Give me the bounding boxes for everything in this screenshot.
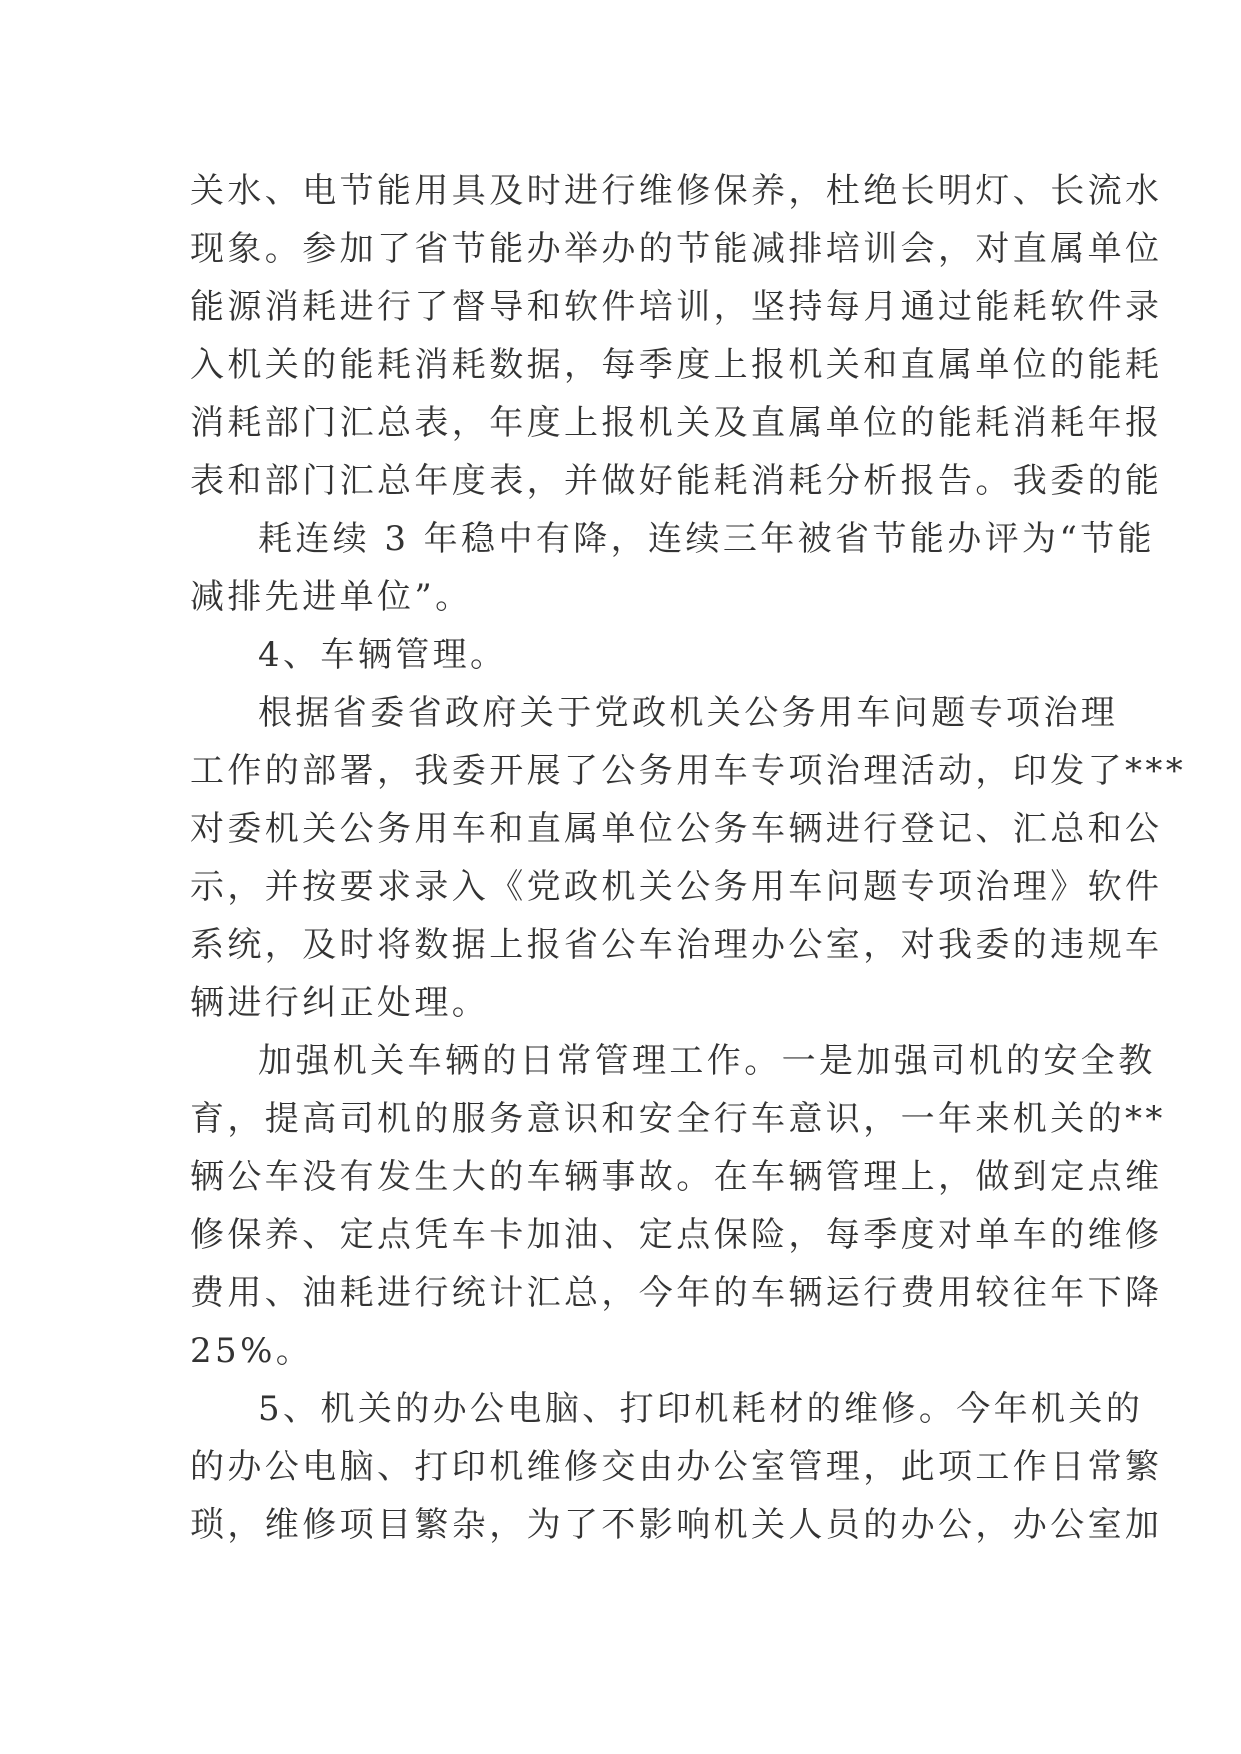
text-line: 25%。 (190, 1331, 314, 1371)
text-line: 琐，维修项目繁杂，为了不影响机关人员的办公，办公室加 (190, 1505, 1163, 1545)
text-line: 示，并按要求录入《党政机关公务用车问题专项治理》软件 (190, 867, 1163, 907)
text-line: 现象。参加了省节能办举办的节能减排培训会，对直属单位 (190, 229, 1163, 269)
text-line: 入机关的能耗消耗数据，每季度上报机关和直属单位的能耗 (190, 345, 1163, 385)
text-line: 育，提高司机的服务意识和安全行车意识，一年来机关的** (190, 1099, 1166, 1139)
text-line: 系统，及时将数据上报省公车治理办公室，对我委的违规车 (190, 925, 1163, 965)
text-line: 费用、油耗进行统计汇总，今年的车辆运行费用较往年下降 (190, 1273, 1163, 1313)
text-line: 修保养、定点凭车卡加油、定点保险，每季度对单车的维修 (190, 1215, 1163, 1255)
text-line: 根据省委省政府关于党政机关公务用车问题专项治理 (258, 693, 1119, 733)
text-line: 辆公车没有发生大的车辆事故。在车辆管理上，做到定点维 (190, 1157, 1163, 1197)
text-line: 能源消耗进行了督导和软件培训，坚持每月通过能耗软件录 (190, 287, 1163, 327)
text-line: 对委机关公务用车和直属单位公务车辆进行登记、汇总和公 (190, 809, 1163, 849)
text-line: 耗连续 3 年稳中有降，连续三年被省节能办评为“节能 (258, 519, 1156, 559)
text-line: 辆进行纠正处理。 (190, 983, 490, 1023)
text-line: 消耗部门汇总表，年度上报机关及直属单位的能耗消耗年报 (190, 403, 1163, 443)
section-heading: 5、机关的办公电脑、打印机耗材的维修。今年机关的 (258, 1389, 1144, 1429)
document-body (190, 162, 1187, 1554)
text-line: 关水、电节能用具及时进行维修保养，杜绝长明灯、长流水 (190, 171, 1163, 211)
text-line: 表和部门汇总年度表，并做好能耗消耗分析报告。我委的能 (190, 461, 1163, 501)
text-line: 减排先进单位”。 (190, 577, 473, 617)
section-heading: 4、车辆管理。 (258, 635, 508, 675)
text-line: 加强机关车辆的日常管理工作。一是加强司机的安全教 (258, 1041, 1156, 1081)
text-line: 工作的部署，我委开展了公务用车专项治理活动，印发了*** (190, 751, 1187, 791)
text-line: 的办公电脑、打印机维修交由办公室管理，此项工作日常繁 (190, 1447, 1163, 1487)
